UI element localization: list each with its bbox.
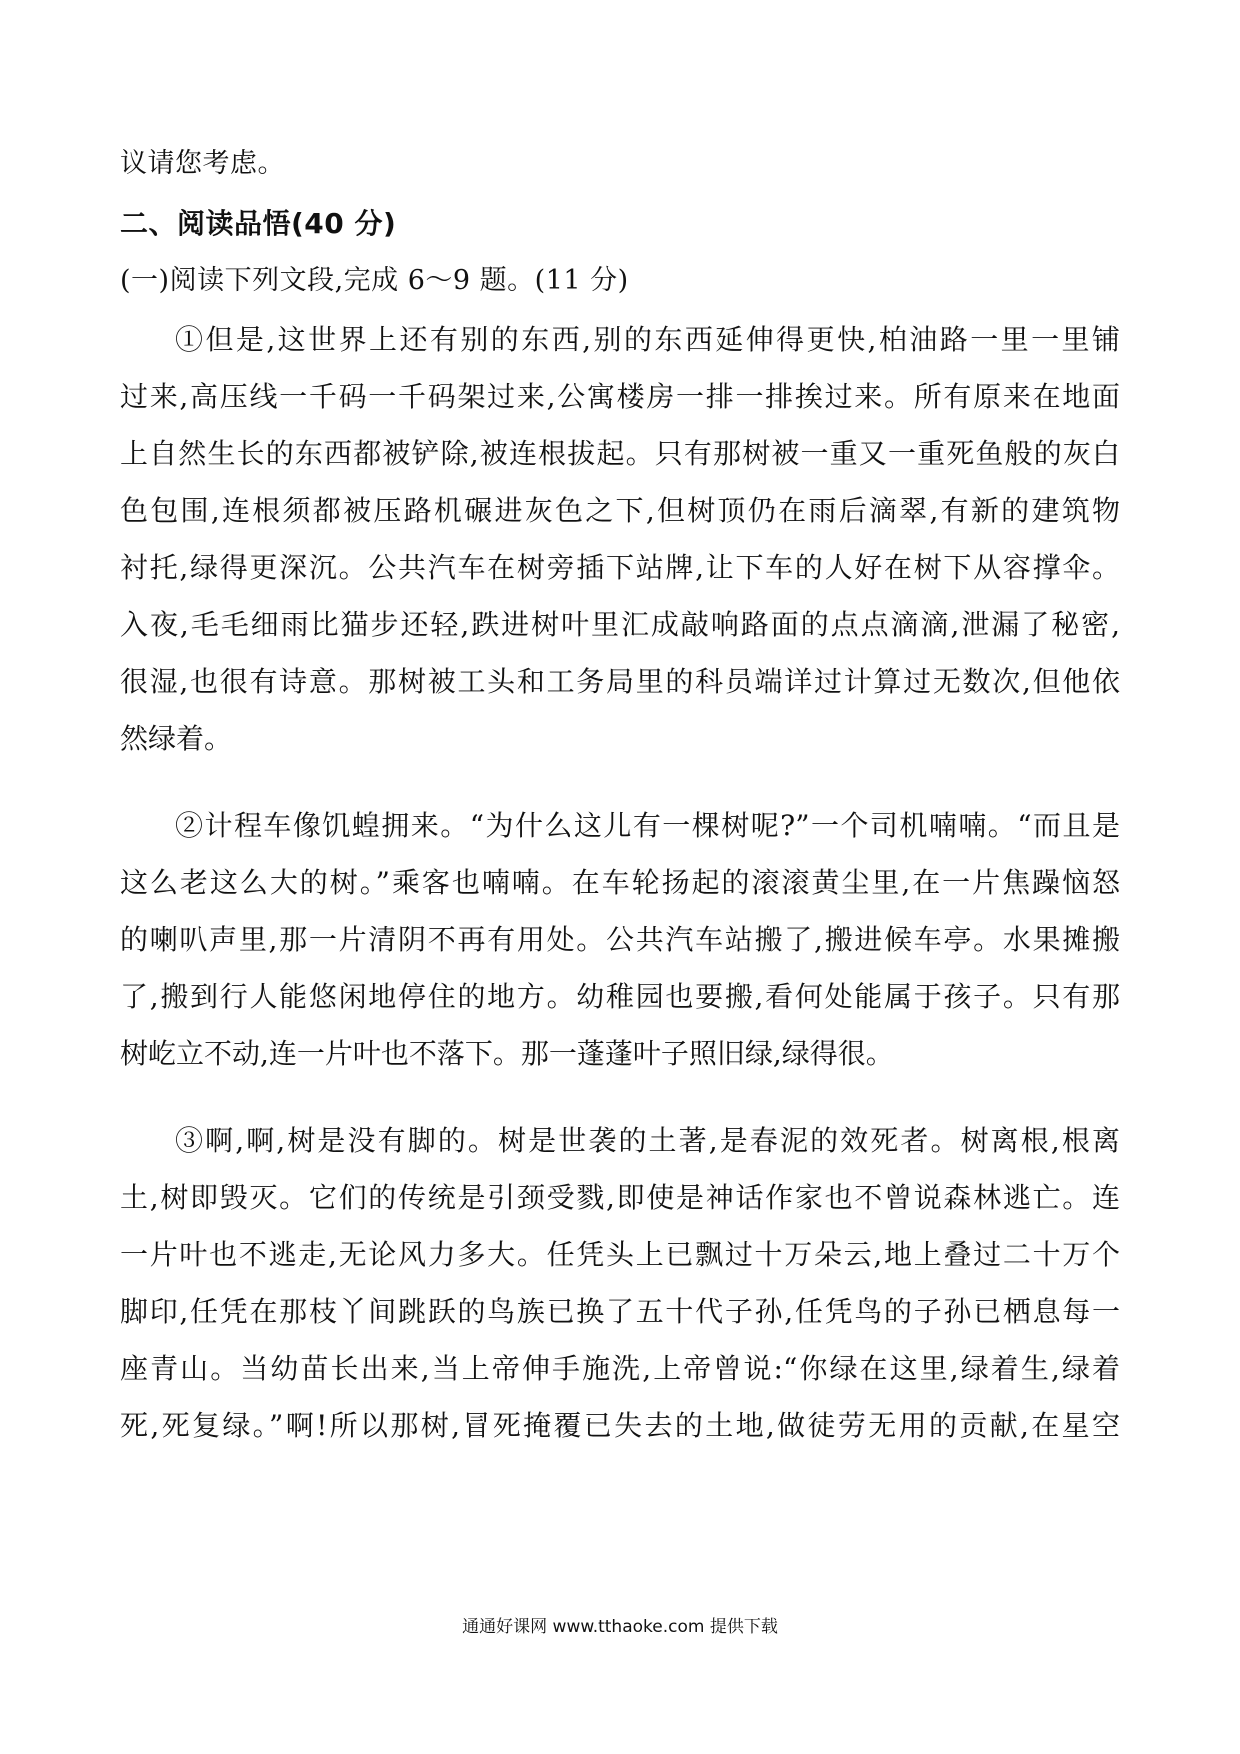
paragraph-line: ②计程车像饥蝗拥来。“为什么这儿有一棵树呢?”一个司机喃喃。“而且是 [175,809,1120,842]
paragraph-line: 很湿,也很有诗意。那树被工头和工务局里的科员端详过计算过无数次,但他依 [120,665,1120,698]
paragraph-line: 一片叶也不逃走,无论风力多大。任凭头上已飘过十万朵云,地上叠过二十万个 [120,1238,1120,1271]
top-line: 议请您考虑。 [120,148,285,179]
paragraph-line: 土,树即毁灭。它们的传统是引颈受戮,即使是神话作家也不曾说森林逃亡。连 [120,1181,1120,1214]
paragraph-line: 座青山。当幼苗长出来,当上帝伸手施洗,上帝曾说:“你绿在这里,绿着生,绿着 [120,1352,1120,1385]
paragraph-line: 过来,高压线一千码一千码架过来,公寓楼房一排一排挨过来。所有原来在地面 [120,380,1120,413]
paragraph-line: 上自然生长的东西都被铲除,被连根拔起。只有那树被一重又一重死鱼般的灰白 [120,437,1120,470]
paragraph-line: 了,搬到行人能悠闲地停住的地方。幼稚园也要搬,看何处能属于孩子。只有那 [120,980,1120,1013]
section-title: 二、阅读品悟(40 分) [120,207,397,240]
subsection-title: (一)阅读下列文段,完成 6～9 题。(11 分) [120,265,629,296]
paragraph-line: 色包围,连根须都被压路机碾进灰色之下,但树顶仍在雨后滴翠,有新的建筑物 [120,494,1120,527]
paragraph-line: 衬托,绿得更深沉。公共汽车在树旁插下站牌,让下车的人好在树下从容撑伞。 [120,551,1120,584]
page-footer: 通通好课网 www.tthaoke.com 提供下载 [462,1617,778,1637]
paragraph-line: 然绿着。 [120,722,233,755]
paragraph-line: 树屹立不动,连一片叶也不落下。那一蓬蓬叶子照旧绿,绿得很。 [120,1037,894,1070]
paragraph-line: 死,死复绿。”啊!所以那树,冒死掩覆已失去的土地,做徒劳无用的贡献,在星空 [120,1409,1120,1442]
paragraph-line: 的喇叭声里,那一片清阴不再有用处。公共汽车站搬了,搬进候车亭。水果摊搬 [120,923,1120,956]
paragraph-line: 入夜,毛毛细雨比猫步还轻,跌进树叶里汇成敲响路面的点点滴滴,泄漏了秘密, [120,608,1120,641]
paragraph-line: ①但是,这世界上还有别的东西,别的东西延伸得更快,柏油路一里一里铺 [175,323,1120,356]
paragraph-line: 脚印,任凭在那枝丫间跳跃的鸟族已换了五十代子孙,任凭鸟的子孙已栖息每一 [120,1295,1120,1328]
paragraph-line: ③啊,啊,树是没有脚的。树是世袭的土著,是春泥的效死者。树离根,根离 [175,1124,1120,1157]
paragraph-line: 这么老这么大的树。”乘客也喃喃。在车轮扬起的滚滚黄尘里,在一片焦躁恼怒 [120,866,1120,899]
